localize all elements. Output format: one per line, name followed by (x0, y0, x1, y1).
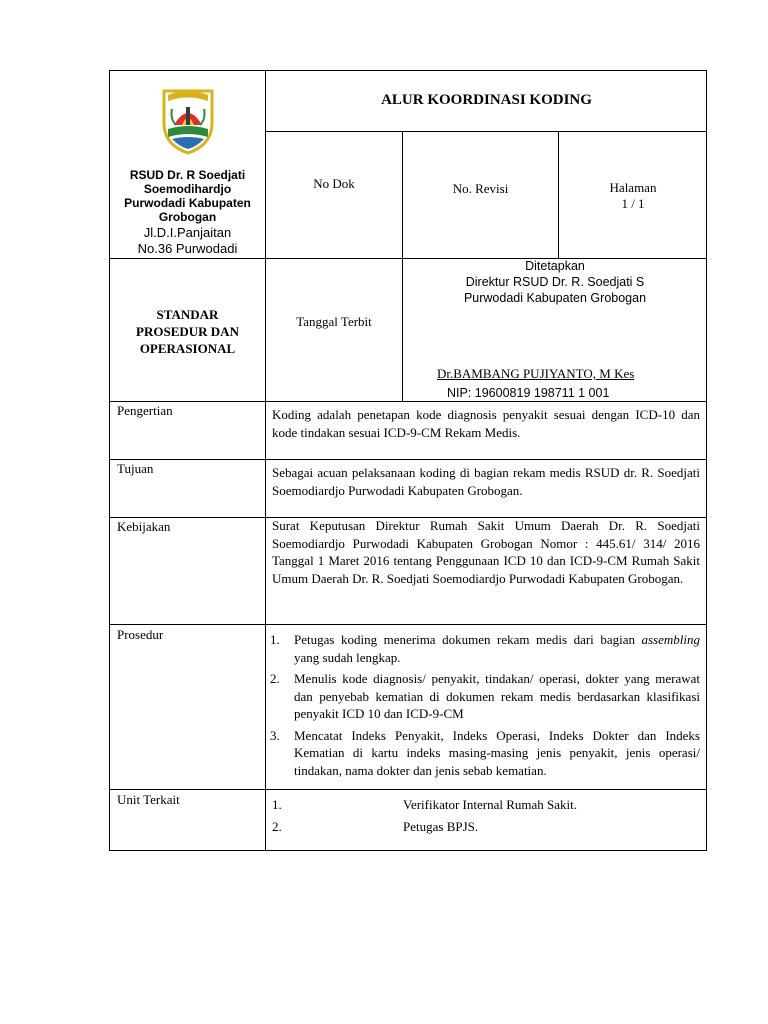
divider (109, 401, 707, 402)
prosedur-list (266, 631, 700, 783)
hospital-emblem-icon (160, 85, 216, 155)
pengertian-label: Pengertian (117, 403, 173, 418)
list-item: 2. (272, 819, 282, 834)
kebijakan-text: Surat Keputusan Direktur Rumah Sakit Umum Daerah Dr. R. Soedjati Soemodiardjo Purwodadi Kabupaten Grobogan Nomor : 445.61/ 314/ 2016 Tanggal 1 Maret 2016 tentang Penggunaan ICD 10 dan ICD-9-CM Rumah Sakit Umum Daerah Dr. R. Soedjati Soemodiardjo Purwodadi Kabupaten Grobogan. (272, 518, 700, 586)
divider (109, 459, 707, 460)
divider (109, 624, 707, 625)
list-item: 1. (272, 797, 282, 812)
list-item: 3. Mencatat Indeks Penyakit, Indeks Operasi, Indeks Dokter dan Indeks Kematian di kartu indeks masing-masing jenis penyakit, jenis operasi/ tindakan, nama dokter dan jenis sebab kematian. (270, 727, 700, 778)
divider (109, 789, 707, 790)
signatory-name: Dr.BAMBANG PUJIYANTO, M Kes (437, 366, 635, 381)
tujuan-label: Tujuan (117, 461, 154, 476)
tujuan-text: Sebagai acuan pelaksanaan koding di bagian rekam medis RSUD dr. R. Soedjati Soemodiardjo Purwodadi Kabupaten Grobogan. (272, 465, 700, 498)
no-revisi-label: No. Revisi (452, 181, 509, 196)
list-item: Verifikator Internal Rumah Sakit. (403, 797, 578, 812)
divider (265, 131, 707, 132)
signatory-nip: NIP: 19600819 198711 1 001 (447, 386, 610, 400)
unit-terkait-label: Unit Terkait (117, 792, 180, 807)
list-item: 1. Petugas koding menerima dokumen rekam medis dari bagian assembling yang sudah lengkap. (270, 632, 700, 665)
list-item: 2. Menulis kode diagnosis/ penyakit, tindakan/ operasi, dokter yang merawat dan penyebab kematian di dokumen rekam medis berdasarkan klasifikasi penyakit ICD 10 dan ICD-9-CM (270, 671, 700, 721)
no-dok-label: No Dok (313, 176, 355, 191)
halaman-label: Halaman (609, 180, 657, 195)
org-name: RSUD Dr. R Soedjati Soemodihardjo Purwodadi Kabupaten Grobogan (124, 168, 251, 224)
ditetapkan-block: Ditetapkan Direktur RSUD Dr. R. Soedjati S Purwodadi Kabupaten Grobogan (463, 259, 647, 305)
tanggal-terbit-label: Tanggal Terbit (296, 314, 372, 329)
document-title: ALUR KOORDINASI KODING (381, 92, 592, 108)
sop-label: STANDAR PROSEDUR DAN OPERASIONAL (136, 307, 239, 356)
org-address: Jl.D.I.Panjaitan No.36 Purwodadi (137, 225, 238, 256)
kebijakan-label: Kebijakan (117, 519, 171, 534)
prosedur-label: Prosedur (117, 627, 164, 642)
list-item: Petugas BPJS. (403, 819, 479, 834)
halaman-value: 1 / 1 (621, 196, 645, 211)
pengertian-text: Koding adalah penetapan kode diagnosis penyakit sesuai dengan ICD-10 dan kode tindakan sesuai ICD-9-CM Rekam Medis. (272, 407, 700, 440)
